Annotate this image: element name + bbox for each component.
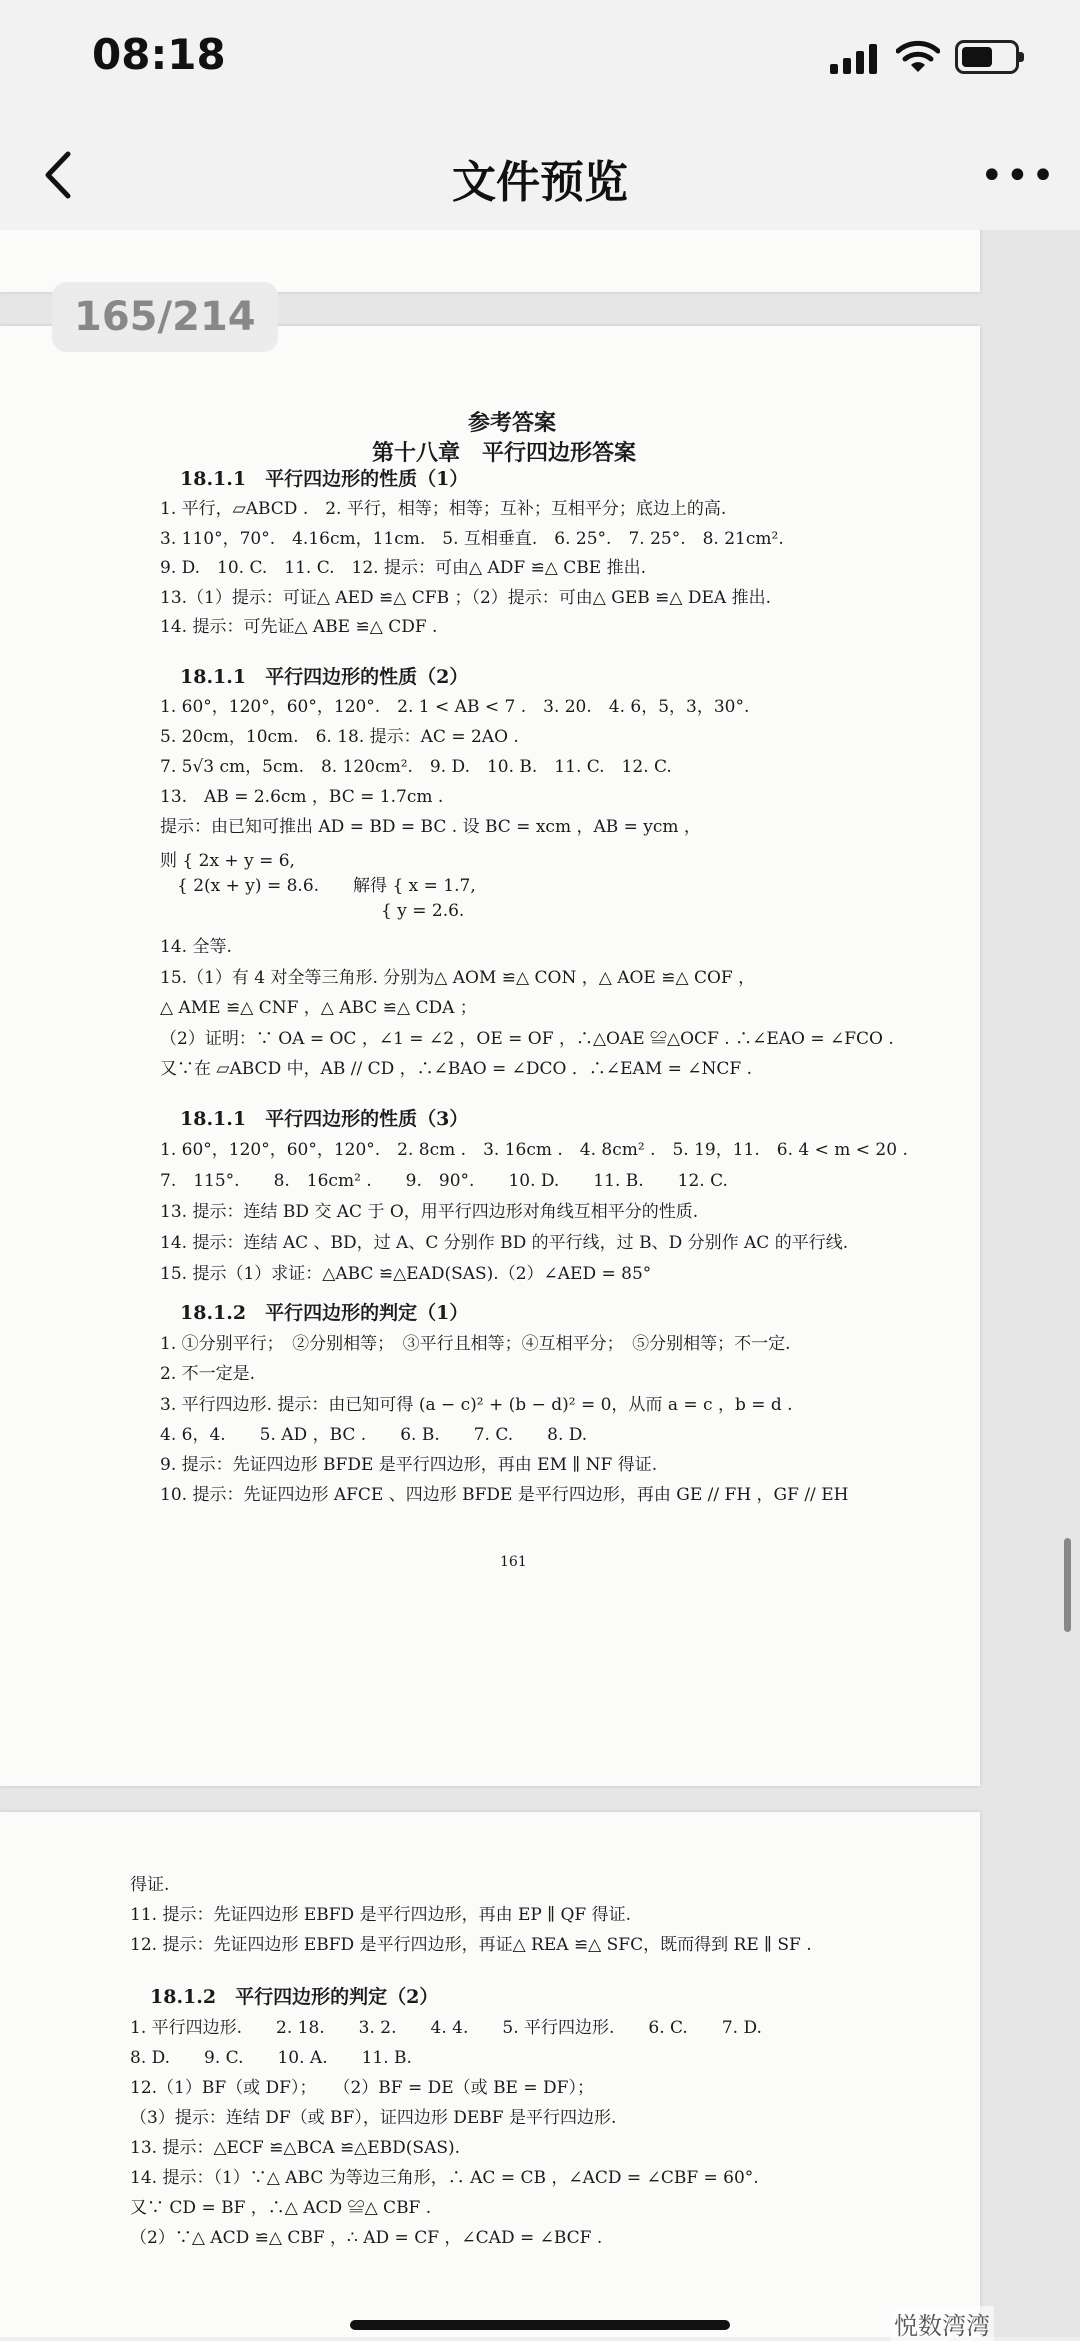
answer-line: （3）提示：连结 DF（或 BF），证四边形 DEBF 是平行四边形. [130,2108,617,2128]
chapter-title: 第十八章 平行四边形答案 [372,440,637,466]
nav-bar [0,118,1080,231]
answer-line: 1. ①分别平行； ②分别相等； ③平行且相等；④互相平分； ⑤分别相等；不一定. [160,1334,791,1354]
answer-line: 9. 提示：先证四边形 BFDE 是平行四边形，再由 EM ∥ NF 得证. [160,1455,658,1475]
answer-line: 13. 提示：连结 BD 交 AC 于 O，用平行四边形对角线互相平分的性质. [160,1202,699,1222]
answer-line: 5. 20cm，10cm. 6. 18. 提示：AC = 2AO . [160,727,519,747]
answer-line: 1. 平行四边形. 2. 18. 3. 2. 4. 4. 5. 平行四边形. 6. C. 7. D. [130,2018,762,2038]
answer-line: 4. 6，4. 5. AD ，BC . 6. B. 7. C. 8. D. [160,1425,588,1445]
answer-line: 则 { 2x + y = 6, [160,851,295,871]
page-indicator: 165/214 [52,282,278,352]
answer-line: 13. 提示：△ECF ≌△BCA ≌△EBD(SAS). [130,2138,461,2158]
answer-line: 2. 不一定是. [160,1364,256,1384]
answer-line: 提示：由已知可推出 AD = BD = BC . 设 BC = xcm ，AB = ycm ， [160,817,701,837]
document-viewer[interactable] [0,230,1080,2337]
answer-line: 1. 60°，120°，60°，120°. 2. 1 < AB < 7 . 3. 20. 4. 6，5，3，30°. [160,697,750,717]
status-bar [0,0,1080,118]
document-page-next [0,1812,980,2337]
page-number: 161 [500,1554,527,1570]
answer-line: 13.（1）提示：可证△ AED ≌△ CFB ；（2）提示：可由△ GEB ≌△ DEA 推出. [160,588,771,608]
section-heading: 18.1.1 平行四边形的性质（3） [180,1108,469,1130]
answer-line: 12. 提示：先证四边形 EBFD 是平行四边形，再证△ REA ≌△ SFC，既而得到 RE ∥ SF . [130,1935,812,1955]
more-options-icon[interactable]: ••• [980,153,1057,199]
section-heading: 18.1.1 平行四边形的性质（1） [180,468,469,490]
answer-line: （2）∵△ ACD ≌△ CBF ，∴ AD = CF ，∠CAD = ∠BCF . [130,2228,603,2248]
document-page-161 [0,326,980,1786]
home-indicator[interactable] [350,2320,730,2330]
cellular-signal-icon [830,44,880,74]
answer-line: 13. AB = 2.6cm ，BC = 1.7cm . [160,787,444,807]
section-heading: 18.1.2 平行四边形的判定（1） [180,1302,469,1324]
answer-line: 7. 115°. 8. 16cm² . 9. 90°. 10. D. 11. B. 12. C. [160,1171,728,1191]
answer-line: { y = 2.6. [160,901,465,921]
answer-line: 14. 全等. [160,937,232,957]
answer-line: 3. 110°，70°. 4.16cm，11cm. 5. 互相垂直. 6. 25°. 7. 25°. 8. 21cm². [160,529,784,549]
answer-line: 12.（1）BF（或 DF）； （2）BF = DE（或 BE = DF）； [130,2078,594,2098]
watermark: 悦数湾湾 [890,2306,994,2341]
answer-line: △ AME ≌△ CNF ，△ ABC ≌△ CDA ； [160,998,477,1018]
answer-line: 3. 平行四边形. 提示：由已知可得 (a − c)² + (b − d)² = 0，从而 a = c ，b = d . [160,1395,793,1415]
doc-title: 参考答案 [468,410,557,436]
answer-line: 11. 提示：先证四边形 EBFD 是平行四边形，再由 EP ∥ QF 得证. [130,1905,632,1925]
answer-line: 又∵在 ▱ABCD 中，AB // CD ，∴∠BAO = ∠DCO ．∴∠EAM = ∠NCF . [160,1059,753,1079]
answer-line: 9. D. 10. C. 11. C. 12. 提示：可由△ ADF ≌△ CBE 推出. [160,558,647,578]
scrollbar-thumb[interactable] [1064,1538,1071,1632]
answer-line: 8. D. 9. C. 10. A. 11. B. [130,2048,412,2068]
answer-line: （2）证明：∵ OA = OC ，∠1 = ∠2 ，OE = OF ，∴△OAE ≌△OCF . ∴∠EAO = ∠FCO . [160,1029,894,1049]
wifi-icon [896,40,940,74]
answer-line: 15. 提示（1）求证：△ABC ≌△EAD(SAS).（2）∠AED = 85° [160,1264,652,1284]
answer-line: 又∵ CD = BF ，∴△ ACD ≌△ CBF . [130,2198,432,2218]
answer-line: { 2(x + y) = 8.6. 解得 { x = 1.7, [160,876,476,896]
answer-line: 10. 提示：先证四边形 AFCE 、四边形 BFDE 是平行四边形，再由 GE // FH ，GF // EH [160,1485,849,1505]
answer-line: 1. 60°，120°，60°，120°. 2. 8cm . 3. 16cm . 4. 8cm² . 5. 19，11. 6. 4 < m < 20 . [160,1140,908,1160]
answer-line: 7. 5√3 cm，5cm. 8. 120cm². 9. D. 10. B. 11. C. 12. C. [160,757,672,777]
answer-line: 得证. [130,1875,170,1895]
status-time: 08:18 [92,30,226,79]
page-title: 文件预览 [452,157,628,208]
section-heading: 18.1.2 平行四边形的判定（2） [150,1986,439,2008]
answer-line: 15.（1）有 4 对全等三角形. 分别为△ AOM ≌△ CON ，△ AOE ≌△ COF ， [160,968,756,988]
battery-icon [955,40,1019,74]
answer-line: 14. 提示：（1）∵△ ABC 为等边三角形，∴ AC = CB ，∠ACD = ∠CBF = 60°. [130,2168,759,2188]
section-heading: 18.1.1 平行四边形的性质（2） [180,666,469,688]
answer-line: 1. 平行，▱ABCD . 2. 平行，相等；相等；互补；互相平分；底边上的高. [160,499,727,519]
answer-line: 14. 提示：连结 AC 、BD，过 A、C 分别作 BD 的平行线，过 B、D 分别作 AC 的平行线. [160,1233,849,1253]
answer-line: 14. 提示：可先证△ ABE ≌△ CDF . [160,617,438,637]
